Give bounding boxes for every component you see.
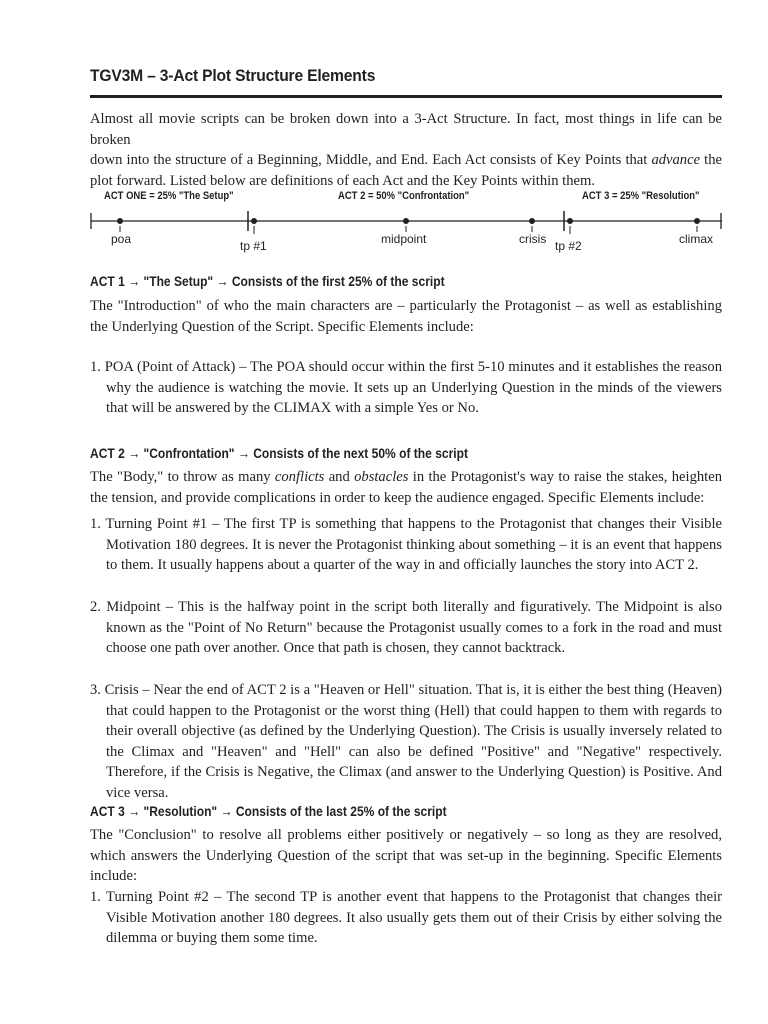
act3-heading: ACT 3 → "Resolution" → Consists of the last 25% of the script — [90, 803, 447, 819]
intro-line-2-a: down into the structure of a Beginning, Middle, and End. Each Act consists of Key Points that — [90, 152, 652, 169]
timeline-tp1-label: tp #1 — [240, 239, 267, 253]
intro-line-1: Almost all movie scripts can be broken down into a 3-Act Structure. In fact, most things in life can be broken — [90, 111, 722, 148]
act2-desc-b: and — [324, 469, 355, 485]
timeline-act2-label: ACT 2 = 50% "Confrontation" — [338, 190, 470, 202]
timeline-poa-label: poa — [111, 232, 132, 246]
timeline-midpoint-label: midpoint — [381, 232, 427, 246]
act-timeline — [90, 186, 722, 256]
act2-desc-c: in the Protagonist's way to raise the stakes, heighten the tension, and provide complications in order to keep the audience engaged. Specific Elements include: — [90, 469, 723, 506]
act1-item-1: 1. POA (Point of Attack) – The POA should occur within the first 5-10 minutes and it establishes the reason why the audience is watching the movie. It sets up an Underlying Question in the minds of the viewers that will be answered by the CLIMAX with a simple Yes or No. — [90, 359, 722, 417]
intro-line-2-b: the — [700, 152, 722, 169]
act1-description: The "Introduction" of who the main characters are – particularly the Protagonist – as well as establishing the Underlying Question of the Script. Specific Elements include: — [90, 298, 722, 335]
timeline-crisis-label: crisis — [519, 232, 547, 246]
climax-dot — [694, 218, 700, 224]
act3-item-1: 1. Turning Point #2 – The second TP is another event that happens to the Protagonist that changes their Visible Motivation another 180 degrees. It also usually gets them out of their Crisis by either solving the dilemma or buying them some time. — [90, 889, 722, 947]
act2-description — [90, 467, 722, 508]
act1-heading: ACT 1 → "The Setup" → Consists of the first 25% of the script — [90, 273, 445, 289]
intro-line-3: plot forward. Listed below are definitions of each Act and the Key Points within them. — [90, 172, 595, 189]
act2-desc-a: The "Body," to throw as many — [90, 469, 275, 485]
timeline-act3-label: ACT 3 = 25% "Resolution" — [582, 190, 700, 202]
act2-item-1: 1. Turning Point #1 – The first TP is something that happens to the Protagonist that changes their Visible Motivation 180 degrees. It is never the Protagonist thinking about something – it is an event that happens to them. It usually happens about a quarter of the way in and officially launches the story into ACT 2. — [90, 516, 722, 574]
title-rule — [90, 95, 722, 98]
act2-desc-conflicts: conflicts — [274, 469, 325, 485]
crisis-dot — [529, 218, 535, 224]
intro-line-2 — [90, 150, 722, 171]
act2-item-3: 3. Crisis – Near the end of ACT 2 is a "Heaven or Hell" situation. That is, it is either the best thing (Heaven) that could happen to the Protagonist or the worst thing (Hell) that could happen to them with regards to their overall objective (as defined by the Underlying Question). The Crisis is usually inversely related to the Climax and "Heaven" and "Hell" can also be defined "Positive" and "Negative" respectively. Therefore, if the Crisis is Negative, the Climax (and answer to the Underlying Question) is Positive. And vice versa. — [90, 682, 722, 801]
midpoint-dot — [403, 218, 409, 224]
act3-description: The "Conclusion" to resolve all problems either positively or negatively – so long as they are resolved, which answers the Underlying Question of the script that was set-up in the beginning. Specific Elements include: — [90, 827, 722, 885]
timeline-tp2-label: tp #2 — [555, 239, 582, 253]
timeline-act1-label: ACT ONE = 25% "The Setup" — [104, 190, 234, 202]
page-title: TGV3M – 3-Act Plot Structure Elements — [90, 66, 376, 85]
tp1-dot — [251, 218, 257, 224]
intro-paragraph — [90, 109, 722, 191]
poa-dot — [117, 218, 123, 224]
act2-desc-obstacles: obstacles — [354, 469, 409, 485]
intro-emphasis: advance — [651, 152, 701, 169]
act2-item-2: 2. Midpoint – This is the halfway point in the script both literally and figuratively. The Midpoint is also known as the "Point of No Return" because the Protagonist usually comes to a fork in the road and must choose one path over another. Once that path is chosen, they cannot backtrack. — [90, 599, 722, 657]
tp2-dot — [567, 218, 573, 224]
act2-heading: ACT 2 → "Confrontation" → Consists of the next 50% of the script — [90, 445, 468, 461]
timeline-climax-label: climax — [679, 232, 714, 246]
